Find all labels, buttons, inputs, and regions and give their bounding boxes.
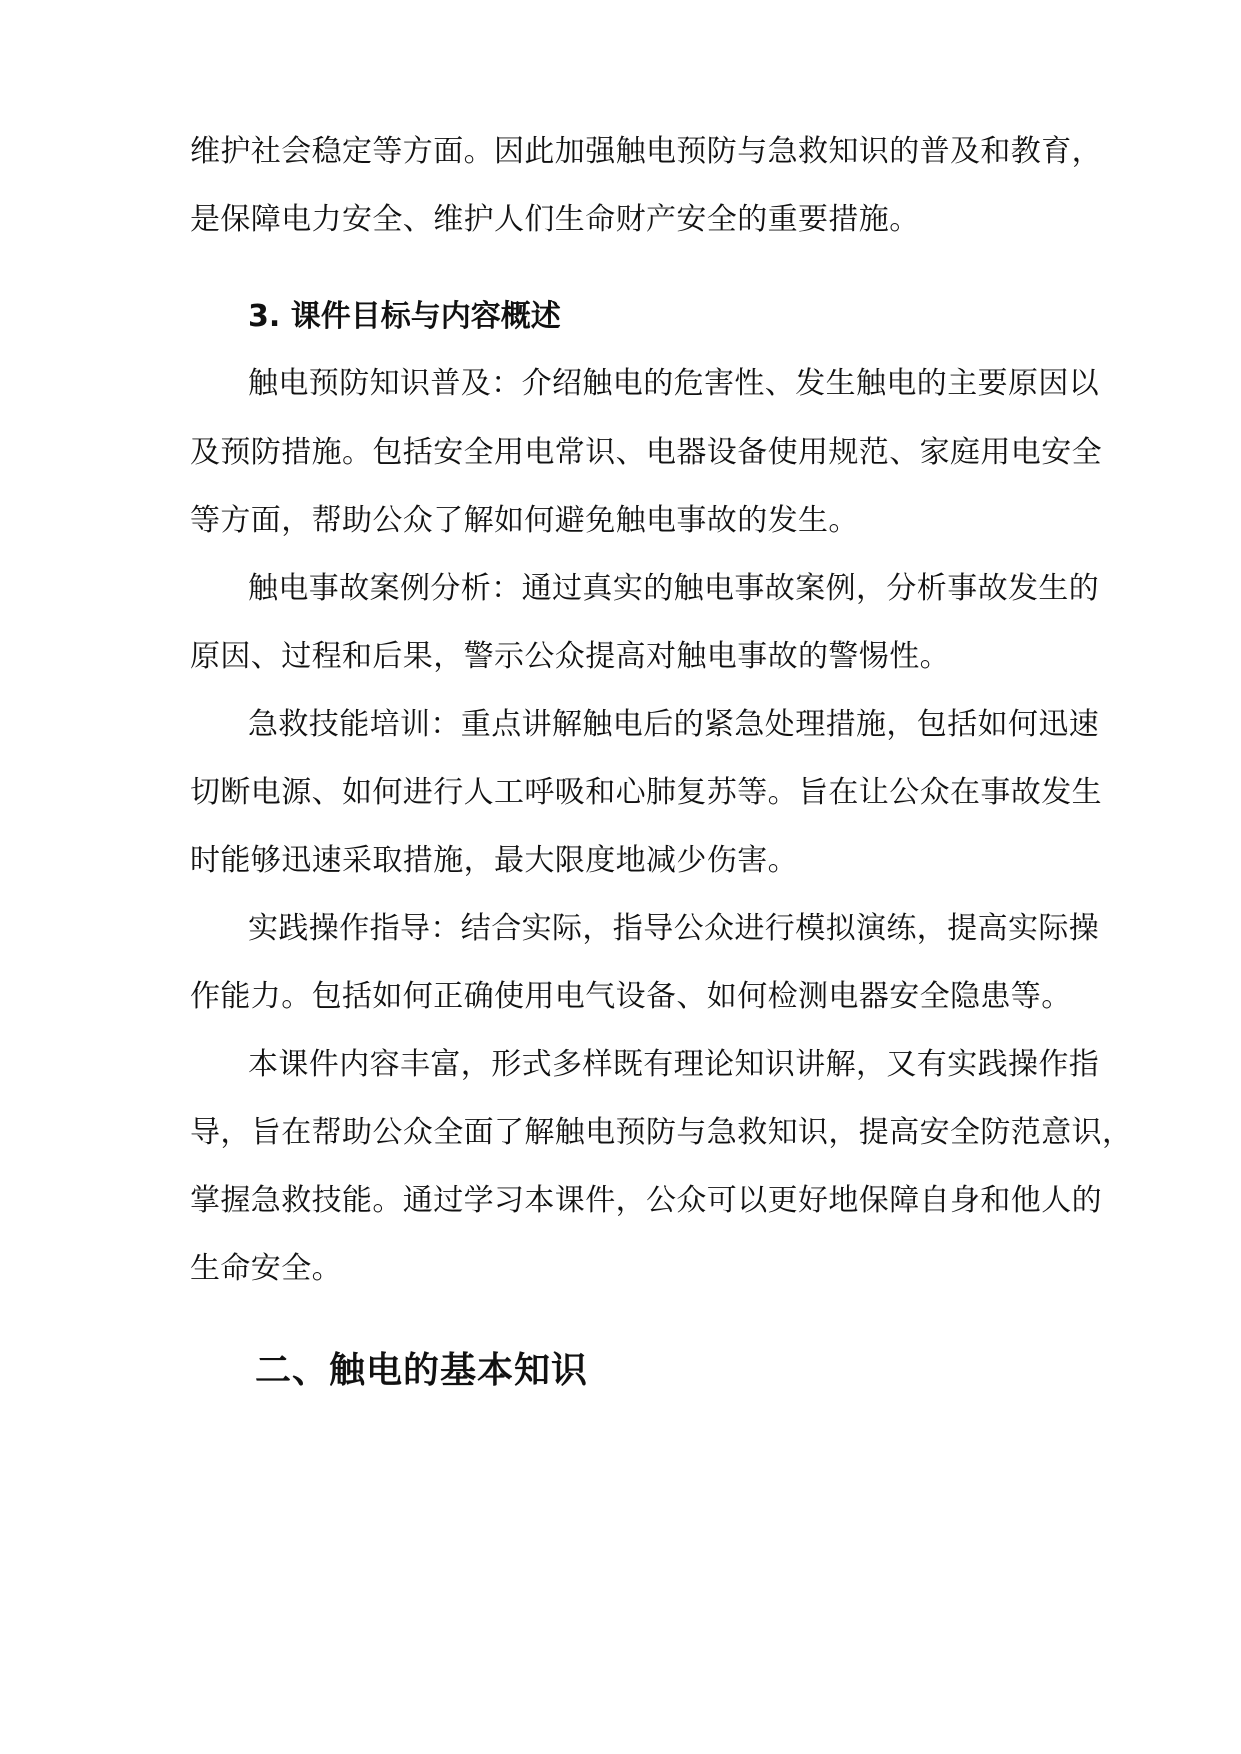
prevention-line-3: 等方面，帮助公众了解如何避免触电事故的发生。 xyxy=(190,503,859,538)
firstaid-line-2: 切断电源、如何进行人工呼吸和心肺复苏等。旨在让公众在事故发生 xyxy=(190,775,1102,810)
firstaid-line-1: 急救技能培训：重点讲解触电后的紧急处理措施，包括如何迅速 xyxy=(248,707,1100,742)
cases-line-2: 原因、过程和后果，警示公众提高对触电事故的警惕性。 xyxy=(190,639,950,674)
practice-line-1: 实践操作指导：结合实际，指导公众进行模拟演练，提高实际操 xyxy=(248,911,1100,946)
intro-line-1: 维护社会稳定等方面。因此加强触电预防与急救知识的普及和教育， xyxy=(190,134,1102,169)
summary-line-2: 导，旨在帮助公众全面了解触电预防与急救知识，提高安全防范意识， xyxy=(190,1115,1133,1150)
prevention-line-1: 触电预防知识普及：介绍触电的危害性、发生触电的主要原因以 xyxy=(248,366,1100,401)
summary-line-4: 生命安全。 xyxy=(190,1251,342,1286)
prevention-line-2: 及预防措施。包括安全用电常识、电器设备使用规范、家庭用电安全 xyxy=(190,435,1102,470)
intro-line-2: 是保障电力安全、维护人们生命财产安全的重要措施。 xyxy=(190,202,920,237)
practice-line-2: 作能力。包括如何正确使用电气设备、如何检测电器安全隐患等。 xyxy=(190,979,1072,1014)
summary-line-3: 掌握急救技能。通过学习本课件，公众可以更好地保障自身和他人的 xyxy=(190,1183,1102,1218)
section-3-title: 3. 课件目标与内容概述 xyxy=(248,299,561,334)
summary-line-1: 本课件内容丰富，形式多样既有理论知识讲解，又有实践操作指 xyxy=(248,1047,1100,1082)
cases-line-1: 触电事故案例分析：通过真实的触电事故案例，分析事故发生的 xyxy=(248,571,1100,606)
chapter-2-title: 二、触电的基本知识 xyxy=(255,1350,589,1391)
firstaid-line-3: 时能够迅速采取措施，最大限度地减少伤害。 xyxy=(190,843,798,878)
